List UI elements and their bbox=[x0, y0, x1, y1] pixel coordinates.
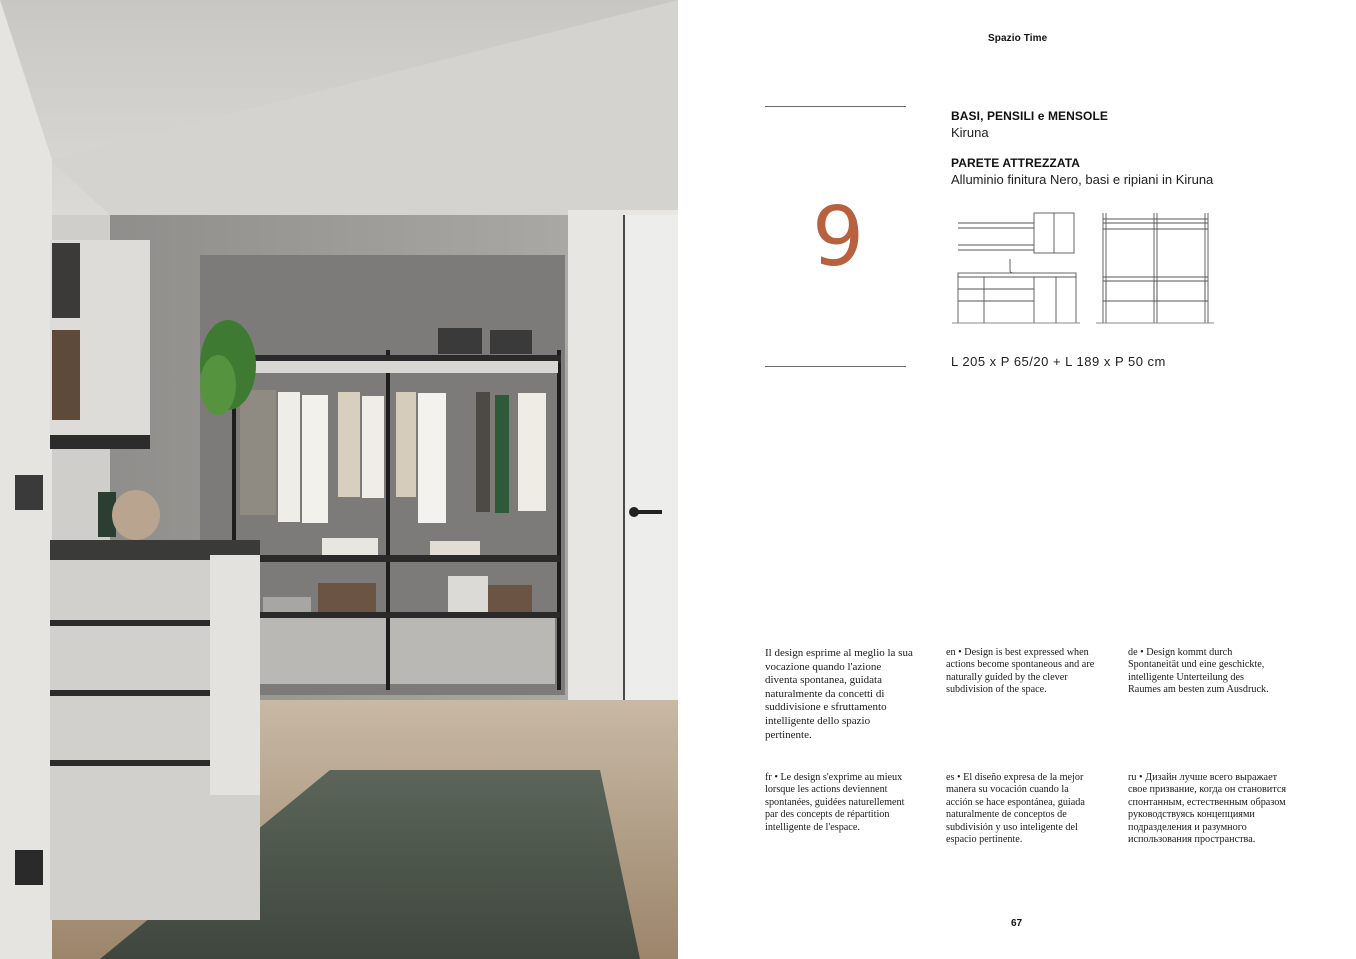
text-russian: ru • Дизайн лучше всего выражает свое призвание, когда он становится спонтанным, естественным образом руководствуясь концепциями подразделения и разумного использования пространства. bbox=[1128, 772, 1287, 846]
spec-value: Alluminio finitura Nero, basi e ripiani in Kiruna bbox=[951, 172, 1214, 187]
item-number: 9 bbox=[812, 190, 865, 285]
page-number: 67 bbox=[1011, 918, 1023, 929]
text-italian: Il design esprime al meglio la sua vocazione quando l'azione diventa spontanea, guidata naturalmente da concetti di suddivisione e sfruttamento intelligente dello spazio pertinente. bbox=[765, 647, 913, 741]
drawing-base-units bbox=[952, 213, 1080, 323]
spec-value: Kiruna bbox=[951, 125, 989, 140]
spec-block-parete bbox=[951, 155, 1311, 188]
bottom-rule bbox=[765, 366, 906, 367]
spec-label: PARETE ATTREZZATA bbox=[951, 156, 1081, 170]
text-english: en • Design is best expressed when actions become spontaneous and are naturally guided by the clever subdivision of the space. bbox=[946, 647, 1095, 696]
text-spanish: es • El diseño expresa de la mejor manera su vocación cuando la acción se hace espontánea, guiada naturalmente de conceptos de subdivisión y uso inteligente del espacio pertinente. bbox=[946, 772, 1085, 846]
spec-block-basi bbox=[951, 108, 1311, 141]
spec-label: BASI, PENSILI e MENSOLE bbox=[951, 109, 1108, 123]
text-french: fr • Le design s'exprime au mieux lorsque les actions deviennent spontanées, guidées naturellement par des concepts de répartition intelligente de l'espace. bbox=[765, 772, 905, 833]
technical-drawings bbox=[950, 209, 1216, 327]
drawing-wall-system bbox=[1096, 213, 1214, 323]
top-rule bbox=[765, 106, 906, 107]
running-head: Spazio Time bbox=[988, 33, 1048, 44]
text-german: de • Design kommt durch Spontaneität und eine geschickte, intelligente Unterteilung des Raumes am besten zum Ausdruck. bbox=[1128, 647, 1269, 696]
dimensions: L 205 x P 65/20 + L 189 x P 50 cm bbox=[951, 354, 1166, 369]
product-page bbox=[678, 0, 1356, 959]
